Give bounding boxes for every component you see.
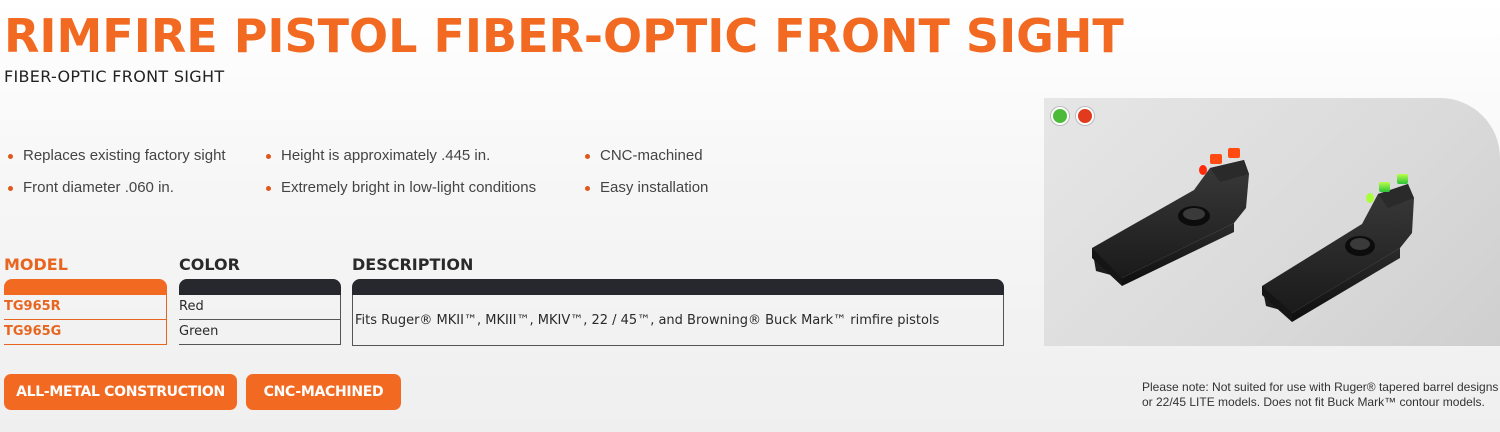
bullet-dot-icon — [585, 186, 590, 191]
model-cell: TG965G — [4, 320, 167, 345]
green-sight-image — [1262, 174, 1414, 322]
bullet-dot-icon — [266, 154, 271, 159]
feature-list — [0, 146, 1000, 206]
feature-text: Height is approximately .445 in. — [281, 147, 491, 164]
feature-text: CNC-machined — [600, 147, 703, 164]
feature-text: Easy installation — [600, 179, 709, 196]
model-cell: TG965R — [4, 295, 167, 320]
red-color-swatch-icon[interactable] — [1076, 107, 1094, 125]
description-header-bar — [352, 279, 1004, 295]
feature-item — [262, 146, 536, 178]
red-sight-image — [1092, 148, 1249, 286]
feature-item — [581, 146, 708, 178]
page-subtitle: FIBER-OPTIC FRONT SIGHT — [4, 67, 225, 86]
table-header-color: COLOR — [179, 255, 240, 274]
color-cell: Green — [179, 320, 341, 345]
badge-cnc-machined: CNC-MACHINED — [246, 374, 401, 410]
bullet-dot-icon — [8, 154, 13, 159]
feature-text: Replaces existing factory sight — [23, 147, 226, 164]
feature-text: Front diameter .060 in. — [23, 179, 174, 196]
feature-column-3 — [581, 146, 708, 210]
bullet-dot-icon — [266, 186, 271, 191]
note-line-2: or 22/45 LITE models. Does not fit Buck Mark™ contour models. — [1142, 395, 1485, 409]
product-image-panel — [1044, 98, 1500, 346]
note-line-1: Please note: Not suited for use with Ruger® tapered barrel designs — [1142, 380, 1499, 394]
bullet-dot-icon — [8, 186, 13, 191]
table-header-model: MODEL — [4, 255, 68, 274]
feature-item — [4, 178, 226, 210]
feature-item — [4, 146, 226, 178]
feature-item — [581, 178, 708, 210]
model-header-bar — [4, 279, 167, 295]
badge-all-metal: ALL-METAL CONSTRUCTION — [4, 374, 237, 410]
product-image — [1044, 98, 1500, 346]
description-cell: Fits Ruger® MKII™, MKIII™, MKIV™, 22 / 45™, and Browning® Buck Mark™ rimfire pistols — [352, 295, 1004, 346]
green-color-swatch-icon[interactable] — [1051, 107, 1069, 125]
feature-column-1 — [4, 146, 226, 210]
feature-column-2 — [262, 146, 536, 210]
bullet-dot-icon — [585, 154, 590, 159]
table-header-description: DESCRIPTION — [352, 255, 474, 274]
page-title: RIMFIRE PISTOL FIBER-OPTIC FRONT SIGHT — [4, 9, 1124, 63]
color-header-bar — [179, 279, 341, 295]
feature-text: Extremely bright in low-light conditions — [281, 179, 537, 196]
feature-item — [262, 178, 536, 210]
color-cell: Red — [179, 295, 341, 320]
compatibility-note — [1142, 380, 1500, 410]
